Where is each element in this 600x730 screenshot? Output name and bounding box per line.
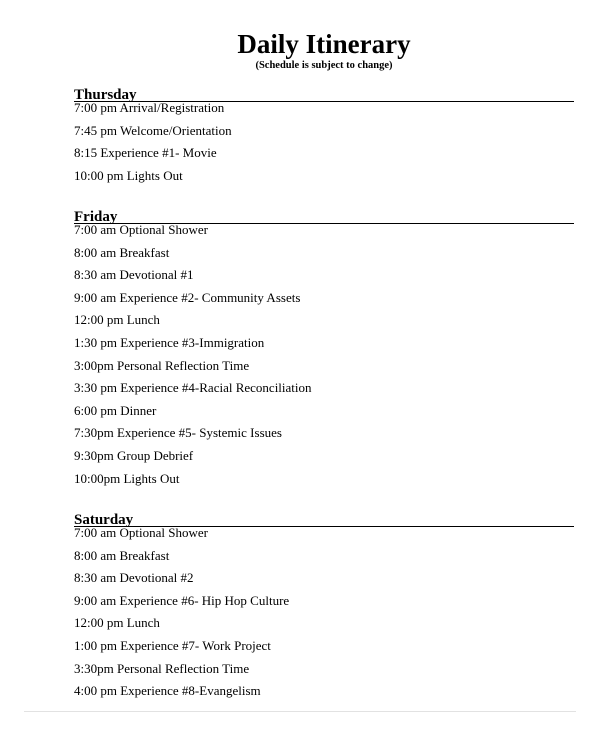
schedule-item: 7:45 pm Welcome/Orientation	[74, 122, 232, 138]
day-title: Thursday	[74, 87, 137, 103]
schedule-item: 9:30pm Group Debrief	[74, 447, 194, 463]
day-section-thursday	[74, 79, 574, 187]
schedule-item: 1:30 pm Experience #3-Immigration	[74, 334, 265, 350]
schedule-list	[74, 522, 574, 703]
schedule-item: 7:00 am Optional Shower	[74, 525, 208, 540]
schedule-item: 8:00 am Breakfast	[74, 547, 170, 563]
page-subtitle: (Schedule is subject to change)	[255, 60, 393, 71]
day-header	[74, 201, 574, 224]
page-edge-divider	[24, 711, 576, 712]
schedule-list	[74, 219, 574, 490]
schedule-item: 12:00 pm Lunch	[74, 615, 160, 631]
schedule-item: 9:00 am Experience #6- Hip Hop Culture	[74, 592, 290, 608]
day-title: Saturday	[74, 512, 134, 528]
schedule-item: 7:30pm Experience #5- Systemic Issues	[74, 425, 282, 441]
schedule-item: 8:30 am Devotional #1	[74, 267, 194, 283]
page-title: Daily Itinerary	[237, 29, 411, 59]
day-header	[74, 504, 574, 527]
schedule-item: 8:30 am Devotional #2	[74, 570, 194, 586]
schedule-item: 7:00 pm Arrival/Registration	[74, 100, 225, 115]
schedule-item: 10:00pm Lights Out	[74, 470, 180, 486]
schedule-item: 3:00pm Personal Reflection Time	[74, 357, 250, 373]
schedule-item: 1:00 pm Experience #7- Work Project	[74, 637, 271, 653]
schedule-item: 6:00 pm Dinner	[74, 402, 157, 418]
schedule-item: 12:00 pm Lunch	[74, 312, 160, 328]
schedule-item: 3:30pm Personal Reflection Time	[74, 660, 250, 676]
day-section-friday	[74, 201, 574, 490]
day-title: Friday	[74, 209, 118, 225]
day-section-saturday	[74, 504, 574, 703]
schedule-item: 7:00 am Optional Shower	[74, 222, 208, 237]
day-header	[74, 79, 574, 102]
schedule-item: 10:00 pm Lights Out	[74, 167, 183, 183]
schedule-item: 8:15 Experience #1- Movie	[74, 145, 217, 161]
schedule-item: 8:00 am Breakfast	[74, 244, 170, 260]
schedule-item: 3:30 pm Experience #4-Racial Reconciliation	[74, 380, 312, 396]
schedule-item: 9:00 am Experience #2- Community Assets	[74, 289, 301, 305]
schedule-list	[74, 97, 574, 187]
schedule-item: 4:00 pm Experience #8-Evangelism	[74, 683, 261, 699]
